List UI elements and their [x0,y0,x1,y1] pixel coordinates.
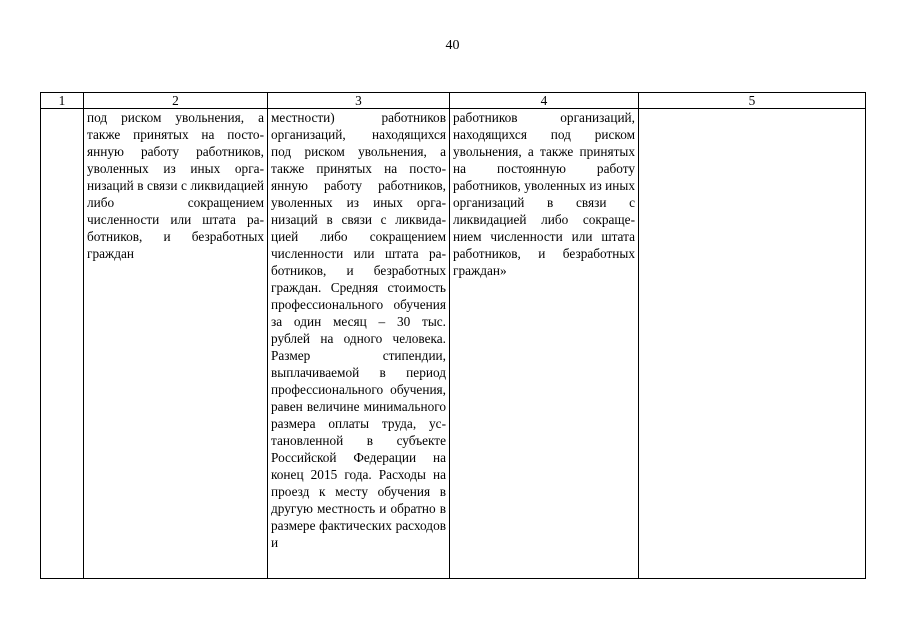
table-cell-col3 [268,109,450,579]
cell-text-col3: местности) работников организаций, находящихся под риском увольнения, а также принятых на постоянную работу работников, уволенных из иных организаций в связи с ликвидацией либо сокращением численности или штата работников, и безработных граждан. Средняя стоимость профессионального обучения за один месяц – 30 тыс. рублей на одного человека. Размер стипендии, выплачиваемой в период профессионального обучения, равен величине минимального размера оплаты труда, установленной в субъекте Российской Федерации на конец 2015 года. Расходы на проезд к месту обучения в другую местность и обратно в размере фактических расходов и [271,110,446,550]
column-header-1: 1 [41,93,84,109]
table-header-row [41,93,866,109]
cell-text-col4: работников организаций, находящихся под риском увольнения, а также принятых на постоянную работу работников, уволенных из иных организаций в связи с ликвидацией либо сокращением численности или штата работников, и безработных граждан» [453,110,635,278]
table-cell-col2 [84,109,268,579]
column-header-5: 5 [639,93,866,109]
table-cell-col4 [450,109,639,579]
column-header-4: 4 [450,93,639,109]
table-cell-col5 [639,109,866,579]
cell-text-col2: под риском увольнения, а также принятых на постоянную работу работников, уволенных из иных организаций в связи с ликвидацией либо сокращением численности или штата работников, и безработных граждан [87,110,264,261]
table-cell-col1 [41,109,84,579]
page-number: 40 [445,38,460,53]
column-header-3: 3 [268,93,450,109]
column-header-2: 2 [84,93,268,109]
table-row [41,109,866,579]
document-table [40,92,866,579]
